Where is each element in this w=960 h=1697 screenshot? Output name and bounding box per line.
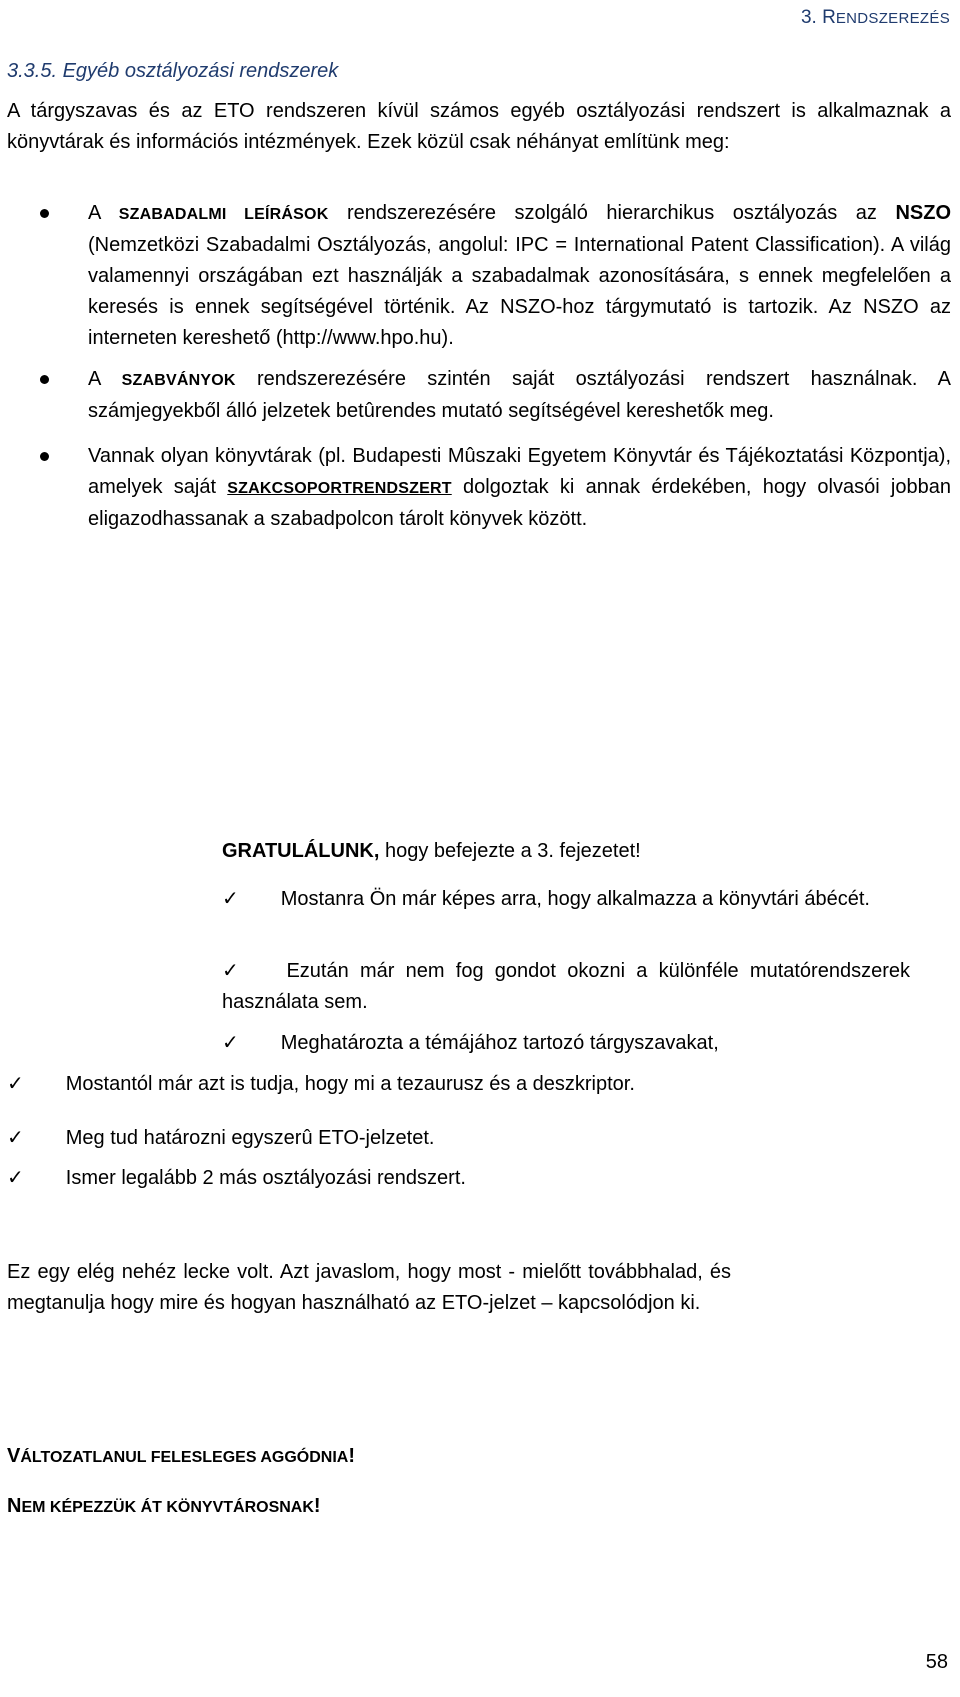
term-standards: SZABVÁNYOK (121, 372, 236, 389)
checklist-text: Ismer legalább 2 más osztályozási rendszert. (65, 1167, 466, 1189)
bullet-list (0, 198, 960, 535)
exclamation: ! (348, 1445, 356, 1467)
initial-letter: V (7, 1445, 21, 1467)
checkmark-icon: ✓ (7, 1073, 24, 1095)
checkmark-icon: ✓ (222, 888, 239, 910)
running-header-prefix: 3. R (800, 7, 836, 28)
checklist-item (7, 1163, 907, 1194)
reassurance-line (7, 1441, 355, 1473)
checkmark-icon: ✓ (222, 1032, 239, 1054)
reassurance-line (7, 1491, 321, 1523)
bullet-lead: A (88, 368, 122, 390)
congratulations-text: hogy befejezte a 3. fejezetet! (379, 840, 641, 862)
checklist-item (222, 956, 910, 1018)
checklist-text: Mostantól már azt is tudja, hogy mi a tezaurusz és a deszkriptor. (65, 1073, 635, 1095)
intro-paragraph: A tárgyszavas és az ETO rendszeren kívül számos egyéb osztályozási rendszert is alkalmaznak a könyvtárak és információs intézmények. Ezek közül csak néhányat említünk meg: (7, 100, 951, 153)
bullet-icon (40, 209, 49, 218)
checklist-text: Ezután már nem fog gondot okozni a különféle mutatórendszerek használata sem. (222, 960, 910, 1013)
checklist-text: Meghatározta a témájához tartozó tárgyszavakat, (280, 1032, 719, 1054)
reassurance-text: EM KÉPEZZÜK ÁT KÖNYVTÁROSNAK (21, 1499, 314, 1516)
page-number: 58 (925, 1651, 948, 1673)
running-header (801, 2, 950, 34)
term-patents: SZABADALMI LEÍRÁSOK (118, 206, 329, 223)
bullet-item-libraries (0, 441, 960, 535)
checkmark-icon: ✓ (222, 960, 245, 982)
bullet-text: rendszerezésére szintén saját osztályozási rendszert használnak. A számjegyekből álló jelzetek betûrendes mutató segítségével kereshetők meg. (88, 368, 951, 422)
bullet-lead: Vannak olyan könyvtárak (pl. Budapesti Mûszaki Egyetem Könyvtár és Tájékoztatási Központja), amelyek saját (88, 445, 951, 498)
checklist-item (222, 884, 910, 915)
bullet-text: rendszerezésére szolgáló hierarchikus osztályozás az (328, 202, 896, 224)
initial-letter: N (7, 1495, 22, 1517)
bullet-item-standards (0, 364, 960, 427)
exclamation: ! (313, 1495, 321, 1517)
checklist-item (7, 1123, 907, 1154)
bullet-lead: A (88, 202, 119, 224)
checklist-text: Mostanra Ön már képes arra, hogy alkalmazza a könyvtári ábécét. (280, 888, 870, 910)
closing-paragraph: Ez egy elég nehéz lecke volt. Azt javaslom, hogy most - mielőtt továbbhalad, és megtanulja hogy mire és hogyan használható az ETO-jelzet – kapcsolódjon ki. (7, 1261, 731, 1314)
congratulations-title: GRATULÁLUNK, (222, 840, 380, 862)
checkmark-icon: ✓ (7, 1167, 24, 1189)
bullet-text-continued: (Nemzetközi Szabadalmi Osztályozás, angolul: IPC = International Patent Classification). A világ valamennyi országában ezt használják a szabadalmak azonosítására, s ennek megfelelően a keresés is ennek segítségével történik. Az NSZO-hoz tárgymutató is tartozik. Az NSZO az interneten kereshető (http://www.hpo.hu). (88, 234, 951, 349)
bullet-icon (40, 452, 49, 461)
bullet-item-patents (0, 198, 960, 354)
checklist-item (7, 1069, 907, 1100)
checklist-item (222, 1028, 910, 1059)
running-header-title: ENDSZEREZÉS (835, 10, 950, 27)
bullet-text: dolgoztak ki annak érdekében, hogy olvasói jobban eligazodhassanak a szabadpolcon tárolt könyvek között. (88, 476, 951, 530)
section-title: 3.3.5. Egyéb osztályozási rendszerek (7, 60, 339, 82)
reassurance-text: ÁLTOZATLANUL FELESLEGES AGGÓDNIA (20, 1449, 349, 1466)
congratulations-heading (222, 836, 922, 867)
abbr-nszo: NSZO (895, 202, 952, 224)
bullet-icon (40, 375, 49, 384)
checklist-text: Meg tud határozni egyszerû ETO-jelzetet. (65, 1127, 435, 1149)
term-subject-group-system: SZAKCSOPORTRENDSZERT (227, 480, 452, 497)
checkmark-icon: ✓ (7, 1127, 24, 1149)
